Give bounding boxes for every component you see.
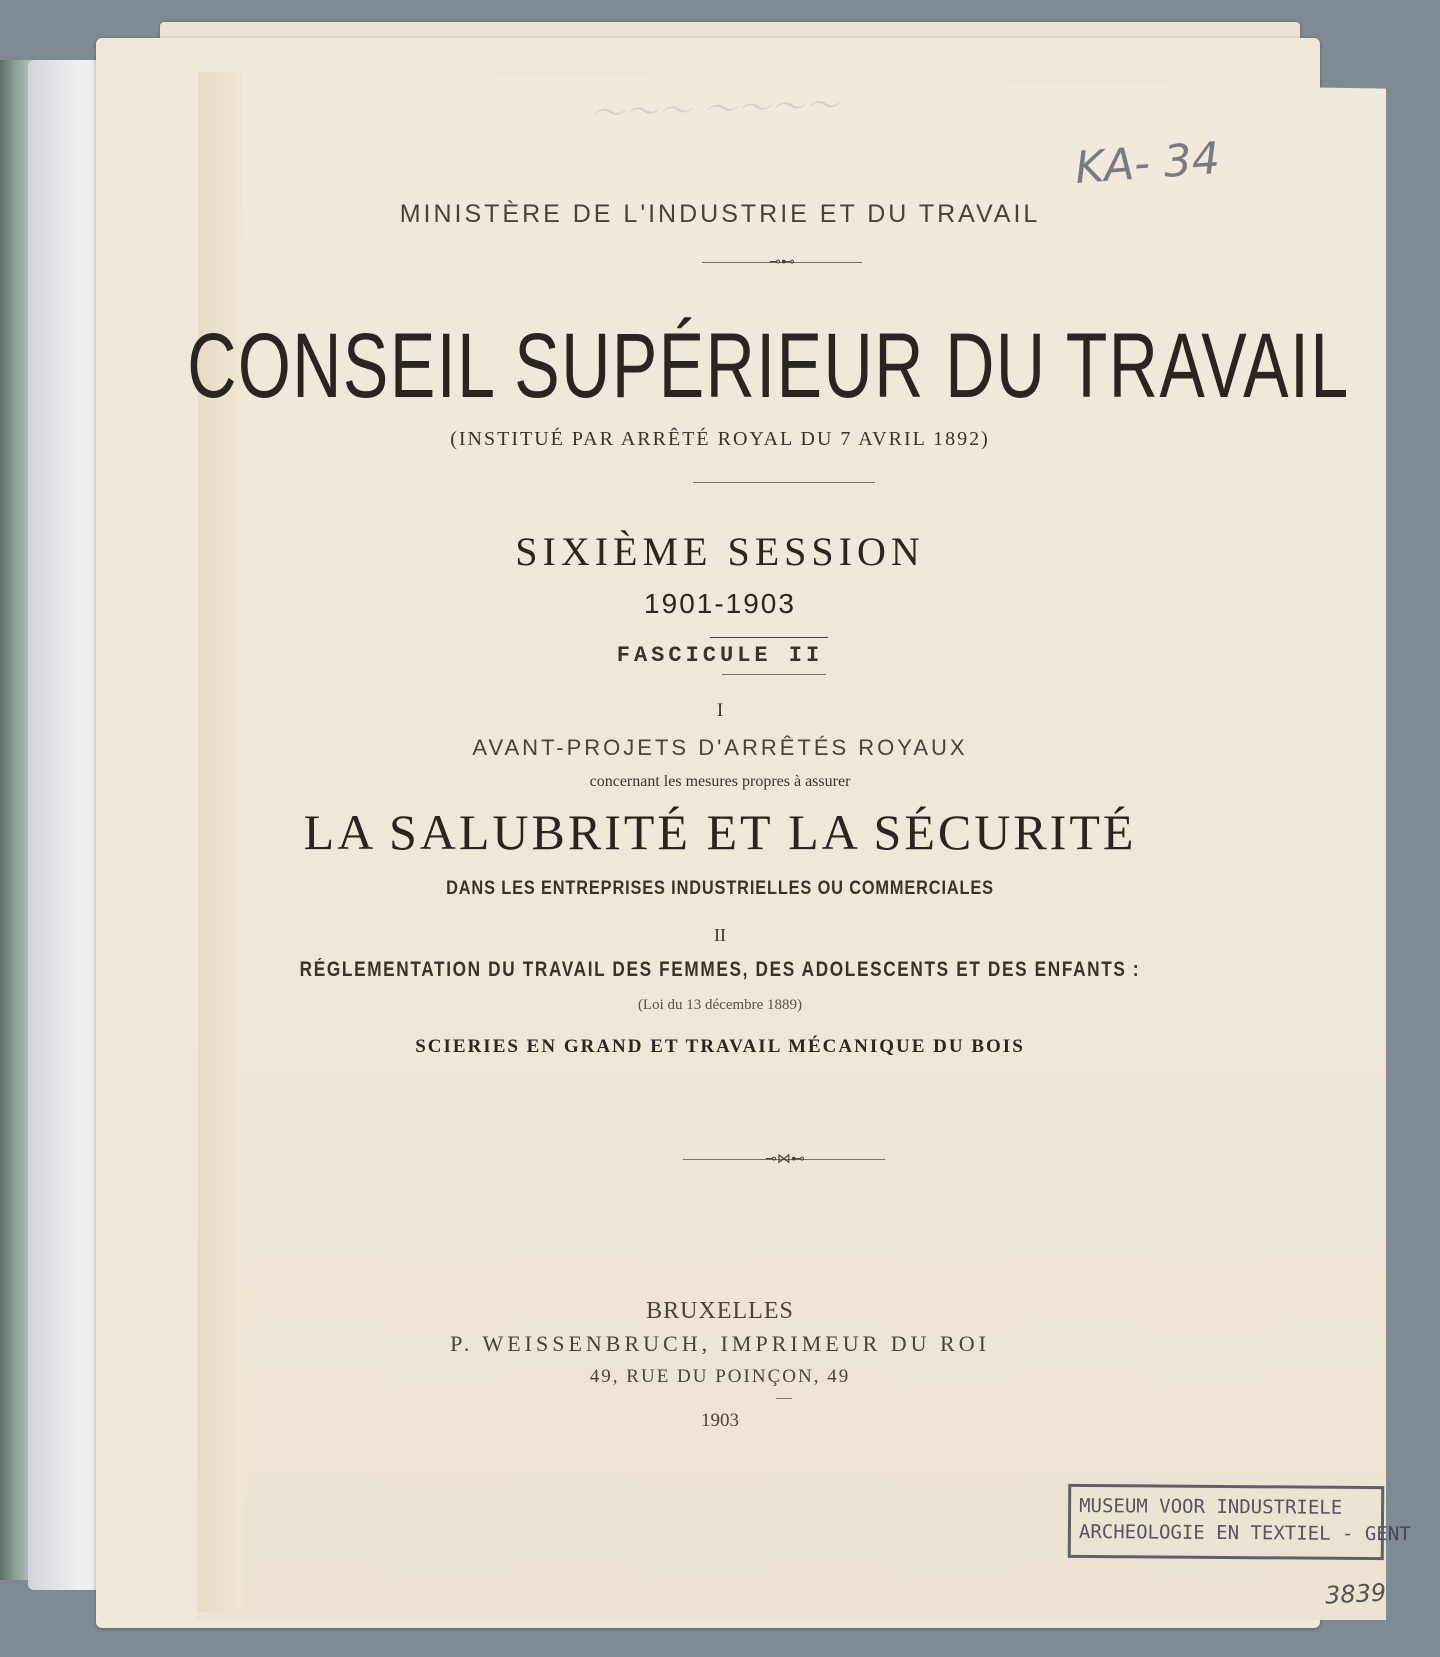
imprint-year: 1903 <box>701 1410 739 1431</box>
imprint-address: 49, RUE DU POINÇON, 49 <box>589 1366 851 1387</box>
instituted-note: (INSTITUÉ PAR ARRÊTÉ ROYAL DU 7 AVRIL 1892) <box>450 428 990 450</box>
divider-rule <box>722 674 826 675</box>
part2-law-reference: (Loi du 13 décembre 1889) <box>637 997 803 1013</box>
session-years: 1901-1903 <box>644 588 796 619</box>
fascicule-label: FASCICULE II <box>616 643 824 668</box>
part1-subtitle: DANS LES ENTREPRISES INDUSTRIELLES OU COMMERCIALES <box>446 878 994 899</box>
divider-rule <box>710 637 828 638</box>
inventory-number: 3839 <box>1324 1578 1387 1610</box>
divider-rule <box>693 482 875 483</box>
part2-subject: SCIERIES EN GRAND ET TRAVAIL MÉCANIQUE DU BOIS <box>415 1036 1025 1057</box>
stamp-line: MUSEUM VOOR INDUSTRIELE <box>1079 1494 1343 1519</box>
divider-ornament: ⊸⋈⊷ <box>765 1151 805 1167</box>
faint-pencil-note: ～～～ ～～～～ <box>589 85 840 135</box>
part1-heading: AVANT-PROJETS D'ARRÊTÉS ROYAUX <box>472 735 968 760</box>
ministry-heading: MINISTÈRE DE L'INDUSTRIE ET DU TRAVAIL <box>399 200 1041 228</box>
stamp-line: ARCHEOLOGIE EN TEXTIEL - GENT <box>1078 1520 1411 1546</box>
divider-ornament: ⊸⊷ <box>769 254 795 270</box>
part1-intro: concernant les mesures propres à assurer <box>589 773 851 790</box>
divider-rule <box>776 1398 792 1399</box>
imprint-city: BRUXELLES <box>646 1298 794 1324</box>
museum-stamp <box>1068 1484 1411 1560</box>
part-numeral-i: I <box>716 700 724 721</box>
shelf-mark-handwritten: KA- 34 <box>1073 133 1222 194</box>
session-heading: SIXIÈME SESSION <box>515 529 925 574</box>
imprint-printer: P. WEISSENBRUCH, IMPRIMEUR DU ROI <box>450 1331 990 1356</box>
part2-heading: RÉGLEMENTATION DU TRAVAIL DES FEMMES, DES ADOLESCENTS ET DES ENFANTS : <box>299 958 1141 981</box>
council-title: CONSEIL SUPÉRIEUR DU TRAVAIL <box>187 315 1350 417</box>
part1-title: LA SALUBRITÉ ET LA SÉCURITÉ <box>303 804 1137 860</box>
part-numeral-ii: II <box>714 925 726 945</box>
